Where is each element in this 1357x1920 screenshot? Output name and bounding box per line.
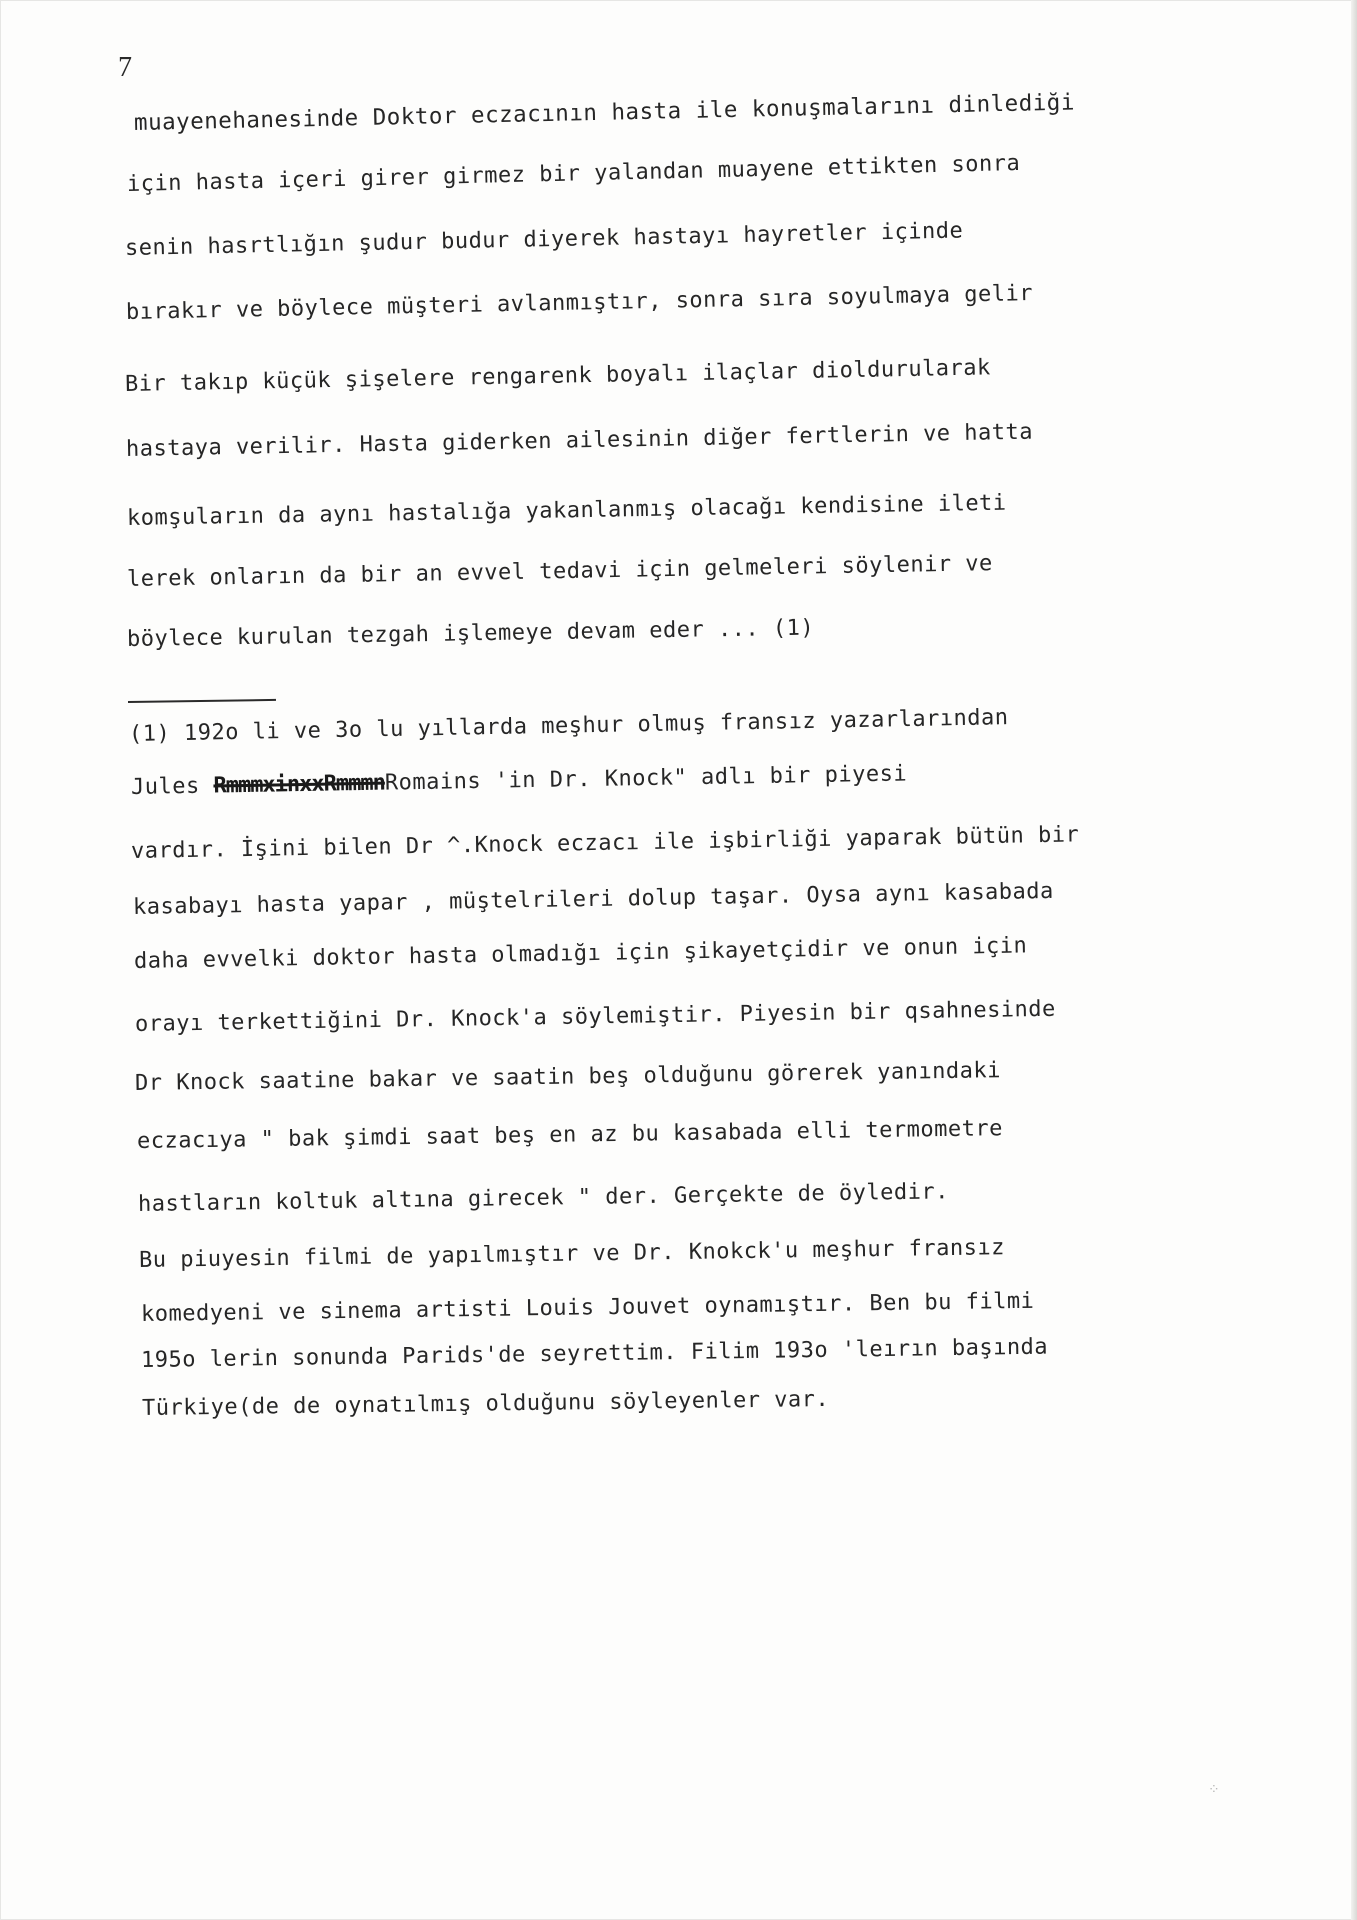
page-edge-shadow [1351,0,1357,1920]
footnote-line: Bu piuyesin filmi de yapılmıştır ve Dr. Knokck'u meşhur fransız [138,1235,1006,1273]
footnote-separator [128,699,276,703]
footnote-text: Romains 'in Dr. Knock" adlı bir piyesi [384,761,908,796]
footnote-line: komedyeni ve sinema artisti Louis Jouvet oynamıştır. Ben bu filmi [140,1288,1035,1327]
page-number: 7 [118,52,132,83]
body-line: bırakır ve böylece müşteri avlanmıştır, sonra sıra soyulmaya gelir [125,281,1034,325]
body-line: komşuların da aynı hastalığa yakanlanmış olacağı kendisine ileti [126,490,1007,531]
scan-speck: ⁘ [1208,1782,1220,1798]
footnote-line: daha evvelki doktor hasta olmadığı için şikayetçidir ve onun için [133,933,1028,974]
body-line: lerek onların da bir an evvel tedavi için gelmeleri söylenir ve [126,551,994,592]
body-line: senin hasrtlığın şudur budur diyerek hastayı hayretler içinde [124,218,964,261]
body-line: hastaya verilir. Hasta giderken ailesinin diğer fertlerin ve hatta [125,419,1034,462]
body-line: böylece kurulan tezgah işlemeye devam eder ... (1) [126,615,815,652]
footnote-line: 195o lerin sonunda Parids'de seyrettim. Filim 193o 'leırın başında [140,1334,1049,1373]
footnote-line: Dr Knock saatine bakar ve saatin beş olduğunu görerek yanındaki [134,1058,1002,1096]
struck-out-typing: RmmmxinxxRmmmn [213,770,386,799]
footnote-line: (1) 192o li ve 3o lu yıllarda meşhur olmuş fransız yazarlarından [128,705,1009,747]
footnote-line: Türkiye(de de oynatılmış olduğunu söyleyenler var. [141,1387,830,1421]
footnote-text: Jules [130,773,214,800]
footnote-line: orayı terkettiğini Dr. Knock'a söylemiştir. Piyesin bir qsahnesinde [134,996,1057,1037]
body-line: muayenehanesinde Doktor eczacının hasta ile konuşmalarını dinlediği [133,89,1076,136]
footnote-line: kasabayı hasta yapar , müştelrileri dolup taşar. Oysa aynı kasabada [132,878,1055,920]
body-line: Bir takıp küçük şişelere rengarenk boyalı ilaçlar dioldurularak [124,355,992,397]
body-line: için hasta içeri girer girmez bir yalandan muayene ettikten sonra [126,150,1021,197]
footnote-line: eczacıya " bak şimdi saat beş en az bu kasabada elli termometre [136,1116,1004,1154]
footnote-line: vardır. İşini bilen Dr ^.Knock eczacı ile işbirliği yaparak bütün bir [130,822,1080,864]
footnote-line: hastların koltuk altına girecek " der. Gerçekte de öyledir. [137,1179,950,1217]
footnote-line [131,761,908,800]
